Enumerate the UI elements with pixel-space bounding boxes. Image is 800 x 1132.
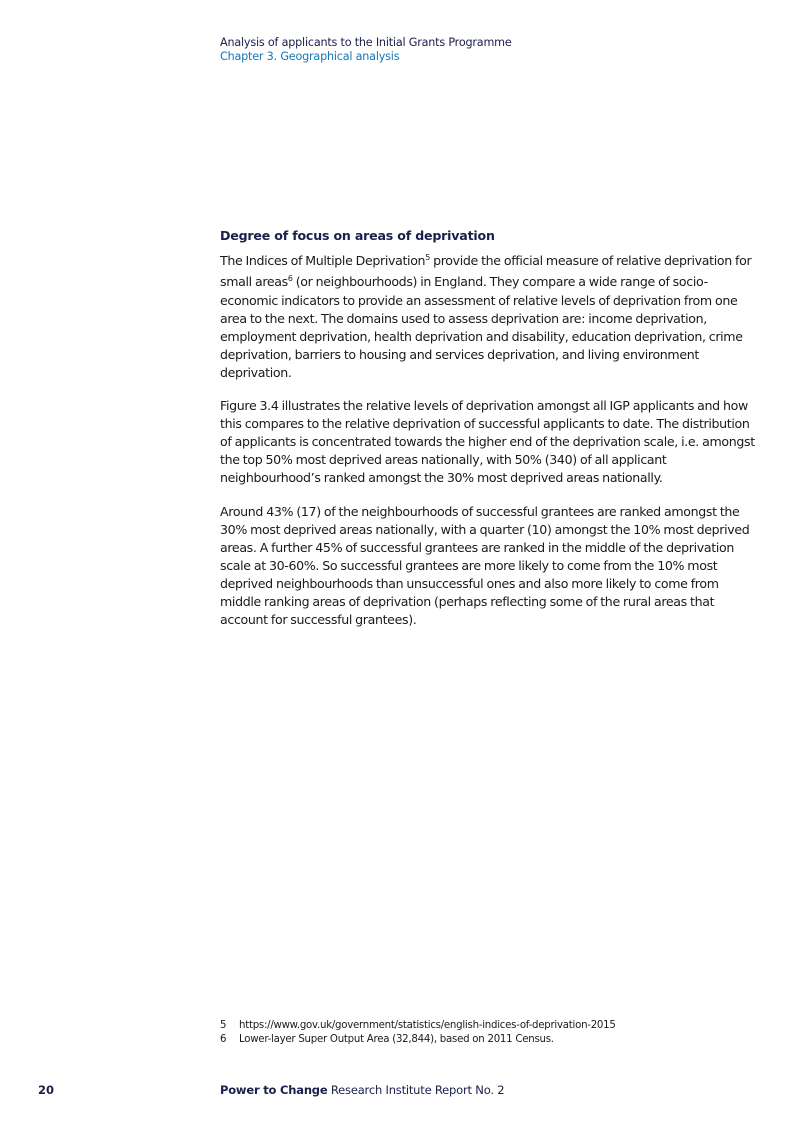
chapter-title: Chapter 3. Geographical analysis xyxy=(220,50,400,63)
running-header xyxy=(220,36,512,64)
paragraph-1-text-a: The Indices of Multiple Deprivation xyxy=(220,253,426,269)
paragraph-2: Figure 3.4 illustrates the relative levels of deprivation amongst all IGP applicants and how this compares to the relative deprivation of successful applicants to date. The distribution of applicants is concentrated towards the higher end of the deprivation scale, i.e. amongst the top 50% most deprived areas nationally, with 50% (340) of all applicant neighbourhood’s ranked amongst the 30% most deprived areas nationally. xyxy=(220,398,755,486)
footer-brand: Power to Change xyxy=(220,1083,328,1097)
footnote-5 xyxy=(220,1019,616,1033)
document-title: Analysis of applicants to the Initial Grants Programme xyxy=(220,36,512,49)
footer-report-title xyxy=(220,1083,504,1097)
section-deprivation xyxy=(220,228,755,644)
footnote-number: 5 xyxy=(220,1020,227,1031)
footer-report-name: Research Institute Report No. 2 xyxy=(327,1083,505,1097)
footnote-ref-6[interactable]: 6 xyxy=(287,274,293,284)
paragraph-3: Around 43% (17) of the neighbourhoods of successful grantees are ranked amongst the 30% most deprived areas nationally, with a quarter (10) amongst the 10% most deprived areas. A further 45% of successful grantees are ranked in the middle of the deprivation scale at 30-60%. So successful grantees are more likely to come from the 10% most deprived neighbourhoods than unsuccessful ones and also more likely to come from middle ranking areas of deprivation (perhaps reflecting some of the rural areas that account for successful grantees). xyxy=(220,503,750,628)
paragraph-1-text-c: (or neighbourhoods) in England. They compare a wide range of socio-economic indicators to provide an assessment of relative levels of deprivation from one area to the next. The domains used to assess deprivation are: income deprivation, employment deprivation, health deprivation and disability, education deprivation, crime deprivation, barriers to housing and services deprivation, and living environment deprivation. xyxy=(220,274,743,380)
footnote-6 xyxy=(220,1033,616,1047)
page-number: 20 xyxy=(38,1083,55,1097)
footnote-link[interactable]: https://www.gov.uk/government/statistics/english-indices-of-deprivation-2015 xyxy=(239,1020,616,1031)
section-heading: Degree of focus on areas of deprivation xyxy=(220,228,495,243)
footnote-ref-5[interactable]: 5 xyxy=(425,253,430,262)
paragraph-1 xyxy=(220,249,755,382)
footnotes xyxy=(220,1019,616,1047)
footnote-number: 6 xyxy=(220,1034,227,1045)
footnote-text: Lower-layer Super Output Area (32,844), based on 2011 Census. xyxy=(239,1034,554,1045)
paragraph-1-text-b: provide the official measure of relative deprivation for small areas xyxy=(220,253,752,290)
